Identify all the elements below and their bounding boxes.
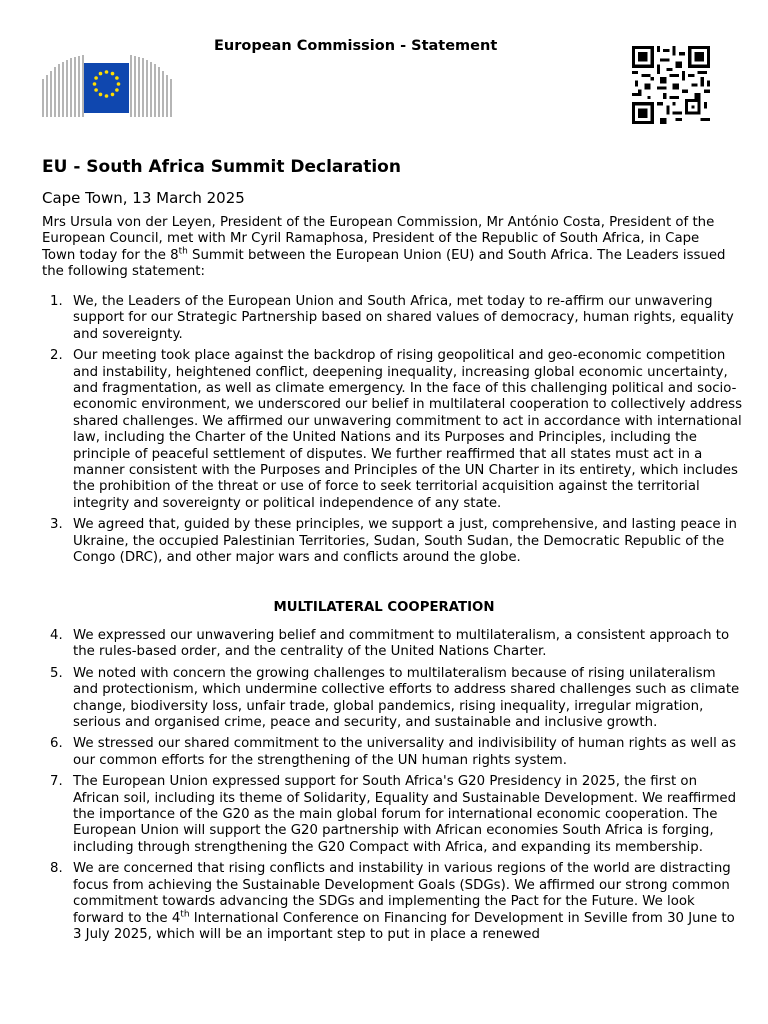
section-heading: MULTILATERAL COOPERATION [273, 600, 495, 615]
numbered-paragraphs-list [42, 628, 742, 948]
list-item: 1. We, the Leaders of the European Union and South Africa, met today to re-affirm our unwavering support for our Strategic Partnership based on shared values of democracy, human rights, equality and sovereignty. [50, 294, 734, 342]
list-item: 6. We stressed our shared commitment to the universality and indivisibility of human rights as well as our common efforts for the strengthening of the UN human rights system. [50, 736, 737, 768]
eu-commission-logo-icon [42, 55, 172, 117]
list-item: 7. The European Union expressed support for South Africa's G20 Presidency in 2025, the first on African soil, including its theme of Solidarity, Equality and Sustainable Development. We reaffirmed the importance of the G20 as the main global forum for international economic cooperation. The European Union will support the G20 partnership with African economies South Africa is forging, including through strengthening the G20 Compact with Africa, and expanding its membership. [50, 774, 737, 855]
list-item: 2. Our meeting took place against the backdrop of rising geopolitical and geo-economic competition and instability, heightened conflict, deepening inequality, increasing global economic uncertainty, and fragmentation, as well as climate emergency. In the face of this challenging political and socio-economic environment, we underscored our belief in multilateral cooperation to collectively address shared challenges. We affirmed our unwavering commitment to act in accordance with international law, including the Charter of the United Nations and its Purposes and Principles, including the principle of peaceful settlement of disputes. We further reaffirmed that all states must act in a manner consistent with the Purposes and Principles of the UN Charter in its entirety, which includes the prohibition of the threat or use of force to seek territorial acquisition against the territorial integrity and sovereignty or political independence of any state. [50, 348, 742, 511]
qr-code-icon [632, 46, 710, 124]
numbered-paragraphs-list [42, 294, 742, 572]
header-title: European Commission - Statement [214, 38, 498, 54]
list-item: 3. We agreed that, guided by these principles, we support a just, comprehensive, and lasting peace in Ukraine, the occupied Palestinian Territories, Sudan, South Sudan, the Democratic Republic of the Congo (DRC), and other major wars and conflicts around the globe. [50, 517, 737, 566]
dateline: Cape Town, 13 March 2025 [42, 189, 245, 207]
intro-paragraph: Mrs Ursula von der Leyen, President of the European Commission, Mr António Costa, President of the European Council, met with Mr Cyril Ramaphosa, President of the Republic of South Africa, in Cape Town today for the 8th Summit between the European Union (EU) and South Africa. The Leaders issued the following statement: [42, 215, 726, 280]
list-item: 5. We noted with concern the growing challenges to multilateralism because of rising unilateralism and protectionism, which undermine collective efforts to address shared challenges such as climate change, biodiversity loss, unfair trade, global pandemics, rising inequality, irregular migration, serious and organised crime, peace and security, and sustainable and inclusive growth. [50, 665, 740, 731]
list-item: 4. We expressed our unwavering belief and commitment to multilateralism, a consistent approach to the rules-based order, and the centrality of the United Nations Charter. [50, 628, 730, 660]
document-title: EU - South Africa Summit Declaration [42, 157, 401, 177]
list-item: 8. We are concerned that rising conflicts and instability in various regions of the world are distracting focus from achieving the Sustainable Development Goals (SDGs). We affirmed our strong common commitment towards advancing the SDGs and implementing the Pact for the Future. We look forward to the 4th International Conference on Financing for Development in Seville from 30 June to 3 July 2025, which will be an important step to put in place a renewed [50, 861, 735, 942]
